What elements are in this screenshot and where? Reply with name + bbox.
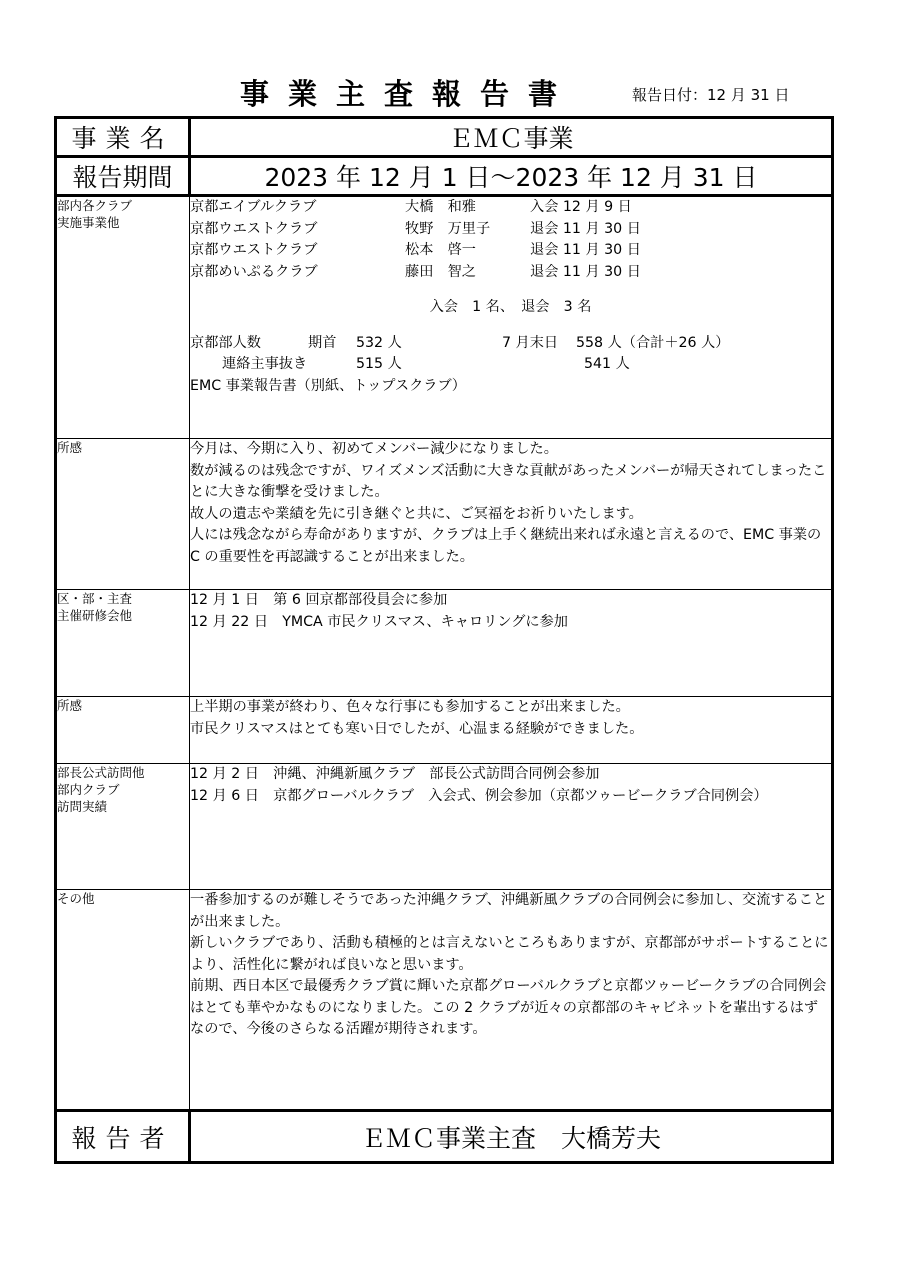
section-label — [56, 439, 190, 590]
period-label: 報告期間 — [56, 157, 190, 196]
member-name: 大橋 和雅 — [405, 199, 476, 215]
paragraph: 新しいクラブであり、活動も積極的とは言えないところもありますが、京都部がサポートすることにより、活性化に繋がれば良いなと思います。 — [190, 935, 829, 973]
report-table — [54, 116, 834, 1164]
member-status: 退会 11 月 30 日 — [530, 220, 641, 237]
member-row — [190, 219, 831, 241]
membership-summary: 入会 1 名、 退会 3 名 — [429, 299, 592, 315]
event-line: 12 月 22 日 YMCA 市民クリスマス、キャロリングに参加 — [190, 613, 568, 630]
reporter-value: ＥＭＣ事業主査 大橋芳夫 — [190, 1111, 833, 1163]
member-count-block — [190, 333, 831, 376]
month-end-value: 558 人（合計＋26 人） — [576, 334, 730, 351]
section-label-line: 訪問実績 — [57, 799, 108, 814]
business-name-label: 事業名 — [56, 118, 190, 157]
section-other — [56, 890, 833, 1111]
member-status: 入会 12 月 9 日 — [530, 199, 632, 215]
club-name: 京都めいぷるクラブ — [190, 263, 318, 280]
section-body — [190, 890, 833, 1111]
section-body — [190, 439, 833, 590]
member-status: 退会 11 月 30 日 — [530, 242, 641, 258]
event-line: 12 月 1 日 第 6 回京都部役員会に参加 — [190, 592, 448, 608]
member-row — [190, 240, 831, 262]
section-trainings — [56, 590, 833, 697]
section-label-line: その他 — [57, 891, 95, 906]
business-name-row — [56, 118, 833, 157]
section-label — [56, 196, 190, 439]
section-label-line: 実施事業他 — [57, 215, 120, 230]
member-status: 退会 11 月 30 日 — [530, 263, 641, 280]
section-label — [56, 590, 190, 697]
excl-month-value: 541 人 — [584, 355, 630, 372]
member-name: 松本 啓一 — [405, 242, 476, 258]
section-body — [190, 196, 833, 439]
club-name: 京都ウエストクラブ — [190, 242, 318, 258]
section-label-line: 区・部・主査 — [57, 591, 133, 606]
paragraph: 数が減るのは残念ですが、ワイズメンズ活動に大きな貢献があったメンバーが帰天されてしまったことに大きな衝撃を受けました。 — [190, 462, 827, 500]
paragraph: 市民クリスマスはとても寒い日でしたが、心温まる経験ができました。 — [190, 720, 644, 737]
member-row — [190, 262, 831, 284]
member-name: 藤田 智之 — [405, 263, 476, 280]
section-label — [56, 697, 190, 764]
paragraph: 故人の遺志や業績を先に引き継ぐと共に、ご冥福をお祈りいたします。 — [190, 505, 643, 522]
paragraph: 今月は、今期に入り、初めてメンバー減少になりました。 — [190, 441, 558, 457]
visit-line: 12 月 6 日 京都グローバルクラブ 入会式、例会参加（京都ツゥービークラブ合同例会） — [190, 787, 768, 804]
section-visits — [56, 764, 833, 890]
section-body — [190, 697, 833, 764]
club-name: 京都ウエストクラブ — [190, 220, 318, 237]
member-row — [190, 197, 831, 219]
paragraph: 前期、西日本区で最優秀クラブ賞に輝いた京都グローバルクラブと京都ツゥービークラブの合同例会はとても華やかなものになりました。この 2 クラブが近々の京都部のキャビネットを輩出するはずなので、今後のさらなる活躍が期待されます。 — [190, 978, 827, 1037]
attachment-note: EMC 事業報告書（別紙、トップスクラブ） — [190, 377, 466, 394]
paragraph: 人には残念ながら寿命がありますが、クラブは上手く継続出来れば永遠と言えるので、EMC 事業の C の重要性を再認識することが出来ました。 — [190, 527, 822, 565]
section-label-line: 所感 — [57, 440, 83, 455]
section-body — [190, 590, 833, 697]
paragraph: 上半期の事業が終わり、色々な行事にも参加することが出来ました。 — [190, 699, 630, 715]
section-label-line: 部長公式訪問他 — [57, 765, 145, 780]
section-club-activities — [56, 196, 833, 439]
member-name: 牧野 万里子 — [405, 220, 491, 237]
excl-label: 連絡主事抜き — [222, 355, 308, 372]
document-header — [0, 0, 900, 115]
club-name: 京都エイブルクラブ — [190, 199, 317, 215]
report-date: 報告日付：12 月 31 日 — [632, 86, 790, 104]
section-impressions-2 — [56, 697, 833, 764]
section-body — [190, 764, 833, 890]
excl-start-value: 515 人 — [356, 355, 402, 372]
business-name-value: ＥＭＣ事業 — [190, 118, 833, 157]
reporter-label: 報告者 — [56, 1111, 190, 1163]
section-impressions-1 — [56, 439, 833, 590]
start-value: 532 人 — [356, 334, 402, 351]
period-value: 2023 年 12 月 1 日～2023 年 12 月 31 日 — [190, 157, 833, 196]
visit-line: 12 月 2 日 沖縄、沖縄新風クラブ 部長公式訪問合同例会参加 — [190, 766, 600, 782]
section-label-line: 部内各クラブ — [57, 198, 133, 213]
section-label — [56, 764, 190, 890]
section-label-line: 主催研修会他 — [57, 608, 133, 623]
month-end-label: 7 月末日 — [502, 334, 559, 351]
section-label-line: 所感 — [57, 698, 83, 713]
section-label — [56, 890, 190, 1111]
period-row — [56, 157, 833, 196]
section-label-line: 部内クラブ — [57, 782, 120, 797]
start-label: 期首 — [308, 334, 337, 351]
document-title: 事業主査報告書 — [240, 77, 577, 111]
dept-count-label: 京都部人数 — [190, 334, 261, 351]
paragraph: 一番参加するのが難しそうであった沖縄クラブ、沖縄新風クラブの合同例会に参加し、交流することが出来ました。 — [190, 892, 828, 930]
reporter-row — [56, 1111, 833, 1163]
